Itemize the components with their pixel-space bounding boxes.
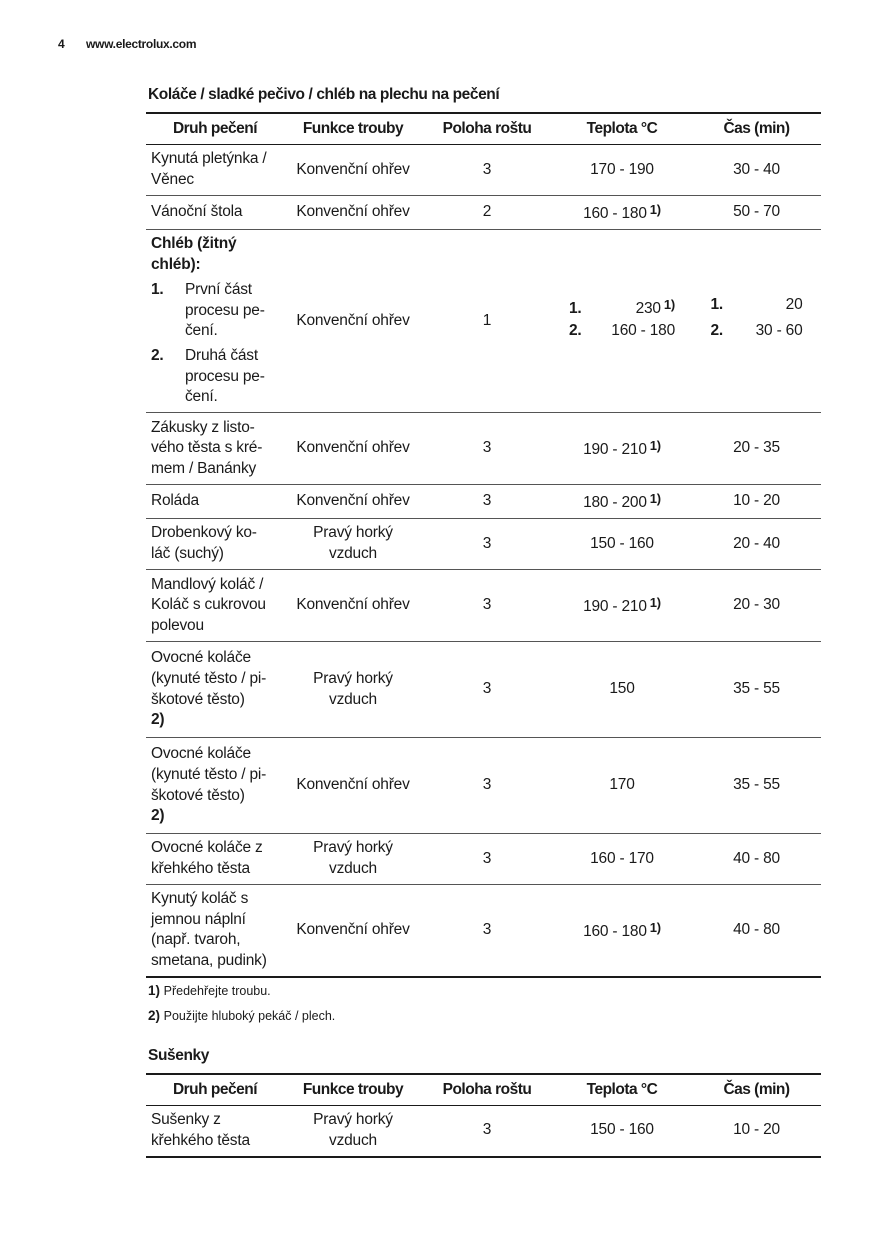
dish-cell: Ovocné koláče z křehkého těsta xyxy=(146,834,284,885)
temp-cell: 160 - 180 $^{1)}$ xyxy=(552,196,692,230)
bread-title: Chléb (žitný chléb): xyxy=(151,235,237,273)
table-row xyxy=(146,196,821,230)
bread-step: 1. První část procesu pe- čení. xyxy=(151,281,265,340)
table-row xyxy=(146,738,821,834)
footnote-ref: 1) xyxy=(649,491,661,507)
footnote-ref: 1) xyxy=(649,202,661,218)
table-row-bread xyxy=(146,230,821,413)
page-header xyxy=(58,37,196,51)
time-cell: 10 - 20 xyxy=(692,1106,821,1157)
temp-cell: 190 - 210 $^{1)}$ xyxy=(552,413,692,485)
table-row xyxy=(146,413,821,485)
bread-temps: 1. 230 $^{1)}$ 2. 160 - 180 xyxy=(569,297,675,339)
col-header-shelf: Poloha roštu xyxy=(422,113,552,145)
function-cell: Konvenční ohřev xyxy=(284,570,422,642)
function-cell: Pravý horký vzduch xyxy=(284,834,422,885)
dish-cell: Drobenkový ko- láč (suchý) xyxy=(146,519,284,570)
col-header-shelf: Poloha roštu xyxy=(422,1074,552,1106)
footnote-ref: 2) xyxy=(151,711,165,729)
table-header-row xyxy=(146,113,821,145)
footnote-ref: 1) xyxy=(649,595,661,611)
shelf-cell: 3 xyxy=(422,834,552,885)
col-header-function: Funkce trouby xyxy=(284,1074,422,1106)
shelf-cell: 3 xyxy=(422,145,552,196)
dish-cell: Kynutá pletýnka / Věnec xyxy=(146,145,284,196)
table-row xyxy=(146,570,821,642)
shelf-cell: 3 xyxy=(422,642,552,738)
shelf-cell: 3 xyxy=(422,413,552,485)
page-number: 4 xyxy=(58,37,65,51)
dish-cell: Ovocné koláče (kynuté těsto / pi- škotové těsto) 2) xyxy=(146,738,284,834)
time-cell: 35 - 55 xyxy=(692,642,821,738)
col-header-time: Čas (min) xyxy=(692,1074,821,1106)
footnote-ref: 2) xyxy=(151,807,165,825)
col-header-temp: Teplota °C xyxy=(552,113,692,145)
temp-cell: 190 - 210 $^{1)}$ xyxy=(552,570,692,642)
time-cell: 30 - 40 xyxy=(692,145,821,196)
dish-cell: Mandlový koláč / Koláč s cukrovou polevou xyxy=(146,570,284,642)
function-cell: Konvenční ohřev xyxy=(284,145,422,196)
temp-cell: 150 - 160 xyxy=(552,519,692,570)
time-cell: 20 - 40 xyxy=(692,519,821,570)
footnote-ref: 1) xyxy=(649,919,661,935)
temp-cell xyxy=(552,230,692,413)
col-header-temp: Teplota °C xyxy=(552,1074,692,1106)
shelf-cell: 3 xyxy=(422,1106,552,1157)
temp-cell: 170 xyxy=(552,738,692,834)
shelf-cell: 3 xyxy=(422,738,552,834)
function-cell: Konvenční ohřev xyxy=(284,196,422,230)
temp-cell: 160 - 180 $^{1)}$ xyxy=(552,885,692,977)
cakes-table xyxy=(146,112,821,978)
temp-cell: 150 xyxy=(552,642,692,738)
time-cell: 20 - 35 xyxy=(692,413,821,485)
shelf-cell: 3 xyxy=(422,570,552,642)
temp-cell: 170 - 190 xyxy=(552,145,692,196)
col-header-dish: Druh pečení xyxy=(146,1074,284,1106)
temp-cell: 160 - 170 xyxy=(552,834,692,885)
footnotes xyxy=(148,983,335,1033)
shelf-cell: 3 xyxy=(422,885,552,977)
bread-times: 1. 20 2. 30 - 60 xyxy=(710,296,803,339)
function-cell: Konvenční ohřev xyxy=(284,885,422,977)
shelf-cell: 1 xyxy=(422,230,552,413)
function-cell: Konvenční ohřev xyxy=(284,230,422,413)
bread-steps xyxy=(151,280,280,408)
dish-cell: Ovocné koláče (kynuté těsto / pi- škotové těsto) 2) xyxy=(146,642,284,738)
time-cell: 35 - 55 xyxy=(692,738,821,834)
table-row xyxy=(146,834,821,885)
time-cell: 20 - 30 xyxy=(692,570,821,642)
dish-cell: Roláda xyxy=(146,485,284,519)
table-row xyxy=(146,1106,821,1157)
footnote-ref: 1) xyxy=(649,438,661,454)
function-cell: Pravý horký vzduch xyxy=(284,519,422,570)
website-url: www.electrolux.com xyxy=(86,37,197,51)
time-cell: 50 - 70 xyxy=(692,196,821,230)
section-title-cookies: Sušenky xyxy=(148,1047,209,1064)
dish-cell: Zákusky z listo- vého těsta s kré- mem / Banánky xyxy=(146,413,284,485)
section-title-cakes: Koláče / sladké pečivo / chléb na plechu na pečení xyxy=(148,86,500,103)
time-cell: 40 - 80 xyxy=(692,885,821,977)
table-row xyxy=(146,885,821,977)
function-cell: Pravý horký vzduch xyxy=(284,642,422,738)
time-cell xyxy=(692,230,821,413)
function-cell: Pravý horký vzduch xyxy=(284,1106,422,1157)
shelf-cell: 3 xyxy=(422,485,552,519)
function-cell: Konvenční ohřev xyxy=(284,738,422,834)
dish-cell: Kynutý koláč s jemnou náplní (např. tvaroh, smetana, pudink) xyxy=(146,885,284,977)
shelf-cell: 2 xyxy=(422,196,552,230)
table-header-row xyxy=(146,1074,821,1106)
temp-cell: 150 - 160 xyxy=(552,1106,692,1157)
table-row xyxy=(146,145,821,196)
col-header-function: Funkce trouby xyxy=(284,113,422,145)
time-cell: 40 - 80 xyxy=(692,834,821,885)
dish-cell: Vánoční štola xyxy=(146,196,284,230)
function-cell: Konvenční ohřev xyxy=(284,485,422,519)
footnote-2: 2) Použijte hluboký pekáč / plech. xyxy=(148,1008,336,1023)
function-cell: Konvenční ohřev xyxy=(284,413,422,485)
table-row xyxy=(146,519,821,570)
bread-step: 2. Druhá část procesu pe- čení. xyxy=(151,346,265,406)
footnote-1: 1) Předehřejte troubu. xyxy=(148,983,271,998)
table-row xyxy=(146,642,821,738)
col-header-dish: Druh pečení xyxy=(146,113,284,145)
dish-cell xyxy=(146,230,284,413)
dish-cell: Sušenky z křehkého těsta xyxy=(146,1106,284,1157)
cookies-table xyxy=(146,1073,821,1158)
shelf-cell: 3 xyxy=(422,519,552,570)
temp-cell: 180 - 200 $^{1)}$ xyxy=(552,485,692,519)
table-row xyxy=(146,485,821,519)
time-cell: 10 - 20 xyxy=(692,485,821,519)
col-header-time: Čas (min) xyxy=(692,113,821,145)
